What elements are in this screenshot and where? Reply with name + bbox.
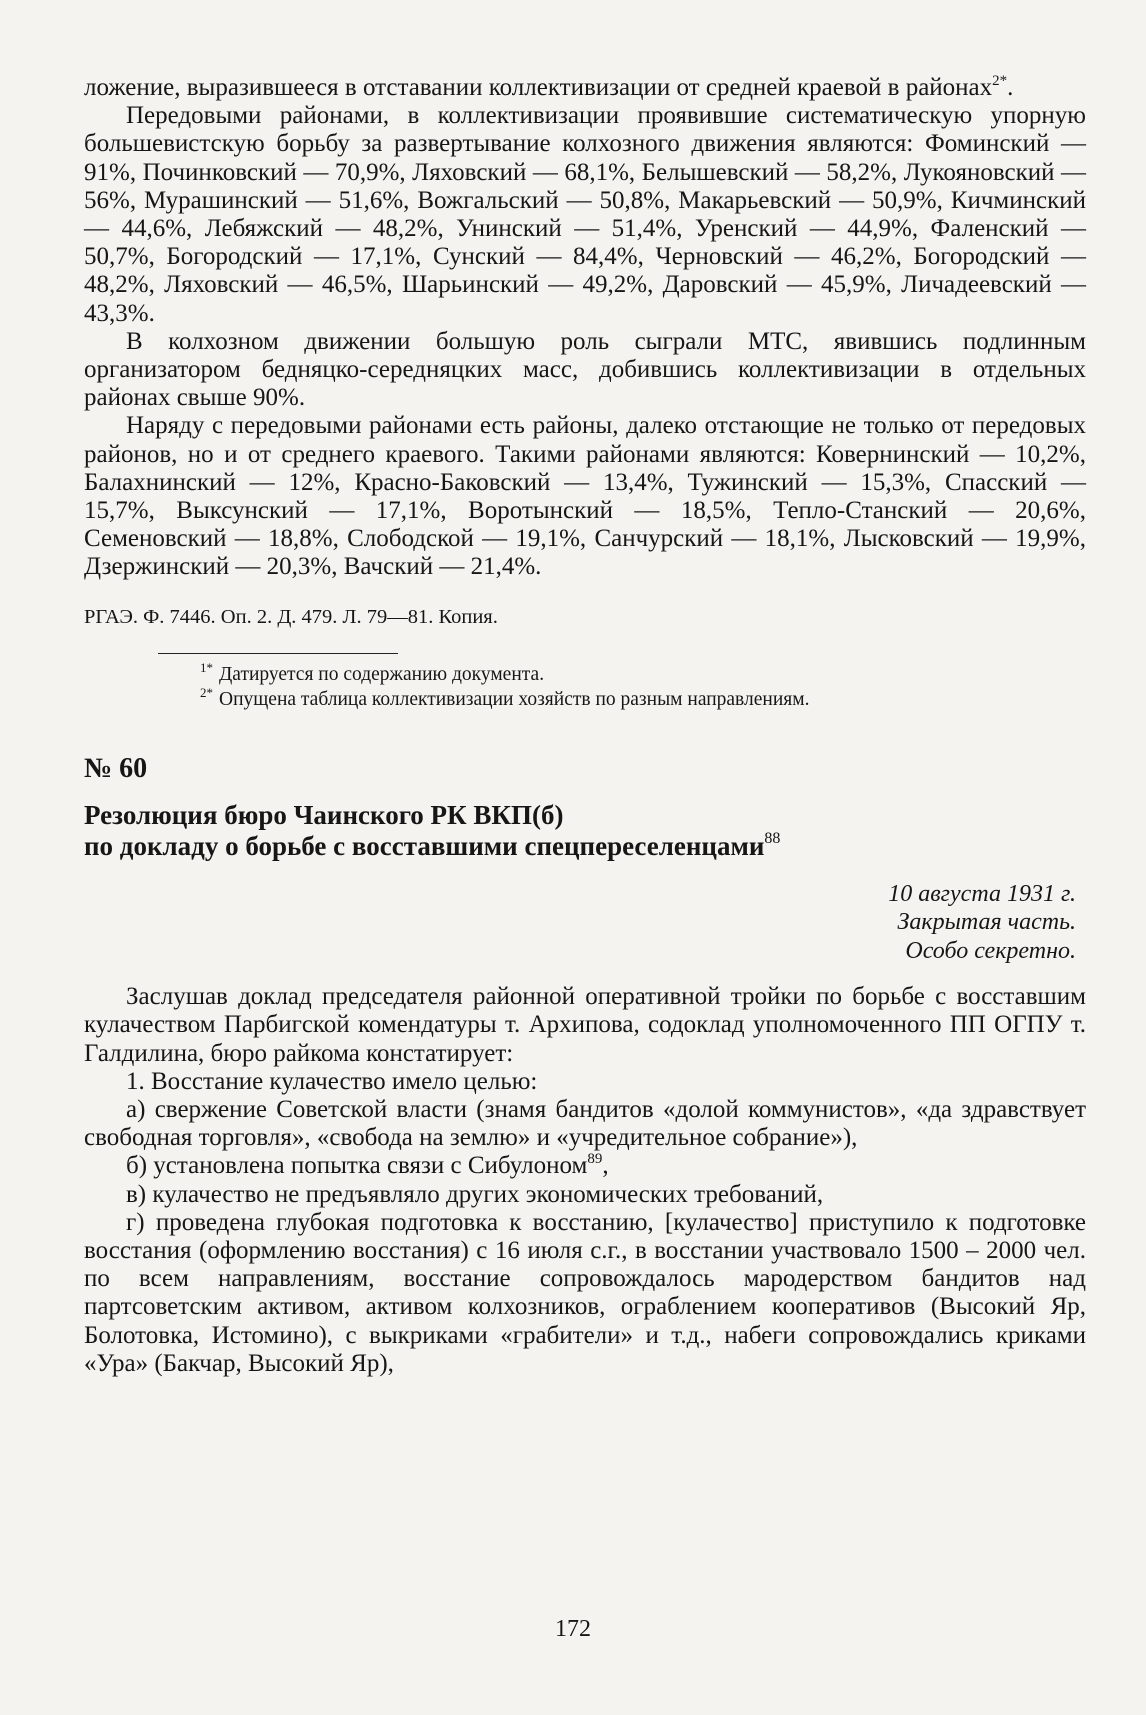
paragraph-continuation: ложение, выразившееся в отставании коллективизации от средней краевой в районах$^{2*}$. [84, 73, 1014, 101]
paragraph-point-1: 1. Восстание кулачество имело целью: [126, 1067, 538, 1095]
paragraph-point-a: а) свержение Советской власти (знамя бандитов «долой коммунистов», «да здравствует свободная торговля», «свобода на землю» и «учредительное собрание»), [84, 1095, 1086, 1152]
footnote-divider [158, 653, 398, 654]
paragraph-mts: В колхозном движении большую роль сыграли МТС, явившись подлинным организатором бедняцко-середняцких масс, добившись коллективизации в отдельных районах свыше 90%. [84, 327, 1086, 412]
document-classification: Особо секретно. [905, 937, 1076, 964]
resolution-text [84, 983, 1086, 1378]
footnote-2: $^{2*}$ Опущена таблица коллективизации хозяйств по разным направлениям. [200, 684, 810, 710]
footnote-ref: 89 [587, 1151, 603, 1168]
document-number: № 60 [84, 752, 148, 784]
footnote-1: $^{1*}$ Датируется по содержанию документа. [200, 659, 545, 685]
paragraph-point-g: г) проведена глубокая подготовка к восстанию, [кулачество] приступило к подготовке восстания (оформлению восстания) с 16 июля с.г., в восстании участвовало 1500 – 2000 чел. по всем направлениям, восстание сопровождалось мародерством бандитов над партсоветским активом, активом колхозников, ограблением кооперативов (Высокий Яр, Болотовка, Истомино), с выкриками «грабители» и т.д., набеги сопровождались криками «Ура» (Бакчар, Высокий Яр), [84, 1208, 1086, 1377]
document-date: 10 августа 1931 г. [888, 880, 1076, 907]
document-part: Закрытая часть. [897, 909, 1076, 936]
document-title: Резолюция бюро Чаинского РК ВКП(б) по докладу о борьбе с восставшими спецпереселенцами$^{88}$ [84, 799, 781, 861]
paragraph-leading-districts: Передовыми районами, в коллективизации проявившие систематическую упорную большевистскую борьбу за развертывание колхозного движения являются: Фоминский — 91%, Починковский — 70,9%, Ляховский — 68,1%, Белышевский — 58,2%, Лукояновский — 56%, Мурашинский — 51,6%, Вожгальский — 50,8%, Макарьевский — 50,9%, Кичминский — 44,6%, Лебяжский — 48,2%, Унинский — 51,4%, Уренский — 44,9%, Фаленский — 50,7%, Богородский — 17,1%, Сунский — 84,4%, Черновский — 46,2%, Богородский — 48,2%, Ляховский — 46,5%, Шарьинский — 49,2%, Даровский — 45,9%, Личадеевский — 43,3%. [84, 102, 1086, 327]
paragraph-lagging-districts: Наряду с передовыми районами есть районы, далеко отстающие не только от передовых районов, но и от среднего краевого. Такими районами являются: Ковернинский — 10,2%, Балахнинский — 12%, Красно-Баковский — 13,4%, Тужинский — 15,3%, Спасский — 15,7%, Выксунский — 17,1%, Воротынский — 18,5%, Тепло-Станский — 20,6%, Семеновский — 18,8%, Слободской — 19,1%, Санчурский — 18,1%, Лысковский — 19,9%, Дзержинский — 20,3%, Вачский — 21,4%. [84, 412, 1086, 581]
paragraph-intro: Заслушав доклад председателя районной оперативной тройки по борьбе с восставшим кулачеством Парбигской комендатуры т. Архипова, содоклад уполномоченного ПП ОГПУ т. Галдилина, бюро райкома констатирует: [84, 983, 1086, 1067]
paragraph-point-b: б) установлена попытка связи с Сибулоном$^{89}$, [126, 1151, 609, 1180]
archive-source: РГАЭ. Ф. 7446. Оп. 2. Д. 479. Л. 79—81. Копия. [84, 605, 498, 628]
continuation-text [84, 74, 1086, 582]
page-number: 172 [555, 1616, 591, 1642]
paragraph-point-v: в) кулачество не предъявляло других экономических требований, [126, 1180, 824, 1208]
footnote-ref: 2* [992, 73, 1008, 89]
title-note-ref: 88 [764, 829, 781, 847]
footnotes [84, 659, 1086, 712]
document-dateline [84, 880, 1086, 966]
